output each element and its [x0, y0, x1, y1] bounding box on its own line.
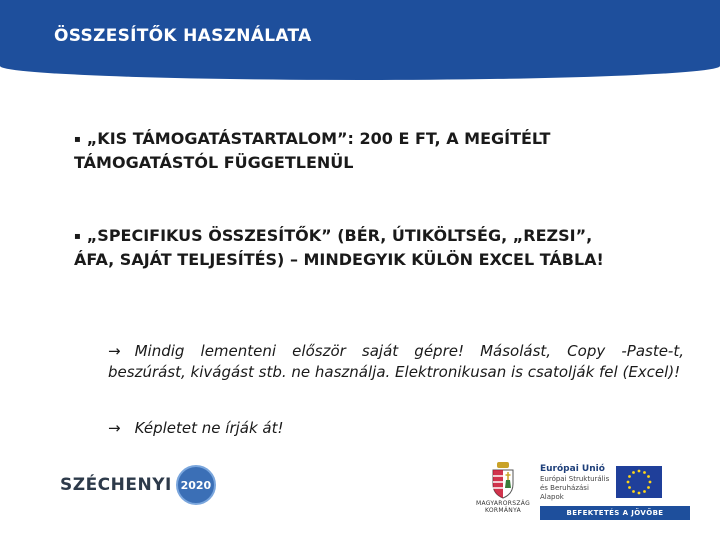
- note-item: [108, 418, 684, 439]
- crest-label-line2: KORMÁNYA: [485, 507, 521, 514]
- eu-funds-logo: [540, 464, 690, 522]
- title-banner: [0, 0, 720, 80]
- arrow-right-icon: →: [108, 419, 121, 437]
- note-text: Képletet ne írják át!: [134, 419, 284, 437]
- bullet-item: [74, 224, 634, 271]
- bullet-text: „SPECIFIKUS ÖSSZESÍTŐK” (BÉR, ÚTIKÖLTSÉG, „REZSI”, ÁFA, SAJÁT TELJESÍTÉS) – MINDEGYIK KÜLÖN EXCEL TÁBLA!: [74, 226, 604, 269]
- bullet-text: „KIS TÁMOGATÁSTARTALOM”: 200 E FT, A MEGÍTÉLT TÁMOGATÁSTÓL FÜGGETLENÜL: [74, 129, 551, 172]
- arrow-right-icon: →: [108, 342, 121, 360]
- bullet-marker: ▪: [74, 134, 81, 145]
- note-text: Mindig lementeni először saját gépre! Másolást, Copy -Paste-t, beszúrást, kivágást stb. ne használja. Elektronikusan is csatolják fel (Excel)!: [108, 342, 684, 381]
- szechenyi-circle-icon: [176, 465, 216, 505]
- szechenyi-logo-text: SZÉCHENYI: [60, 475, 172, 495]
- bullet-item: [74, 127, 634, 174]
- crest-label-line1: MAGYARORSZÁG: [475, 500, 531, 507]
- eu-banner: BEFEKTETÉS A JÖVŐBE: [540, 506, 690, 520]
- szechenyi-logo-year: 2020: [180, 478, 212, 492]
- eu-title: Európai Unió: [540, 464, 605, 474]
- eu-subtitle-2: és Beruházási Alapok: [540, 484, 589, 501]
- note-item: [108, 341, 684, 383]
- coat-of-arms-icon: [490, 460, 516, 500]
- eu-text: [540, 464, 612, 502]
- eu-flag-icon: [616, 466, 662, 498]
- bullet-marker: ▪: [74, 231, 81, 242]
- hungary-government-logo: [472, 460, 534, 514]
- eu-subtitle-1: Európai Strukturális: [540, 475, 610, 483]
- slide-title: ÖSSZESÍTŐK HASZNÁLATA: [54, 26, 312, 46]
- szechenyi-2020-logo: [60, 465, 216, 505]
